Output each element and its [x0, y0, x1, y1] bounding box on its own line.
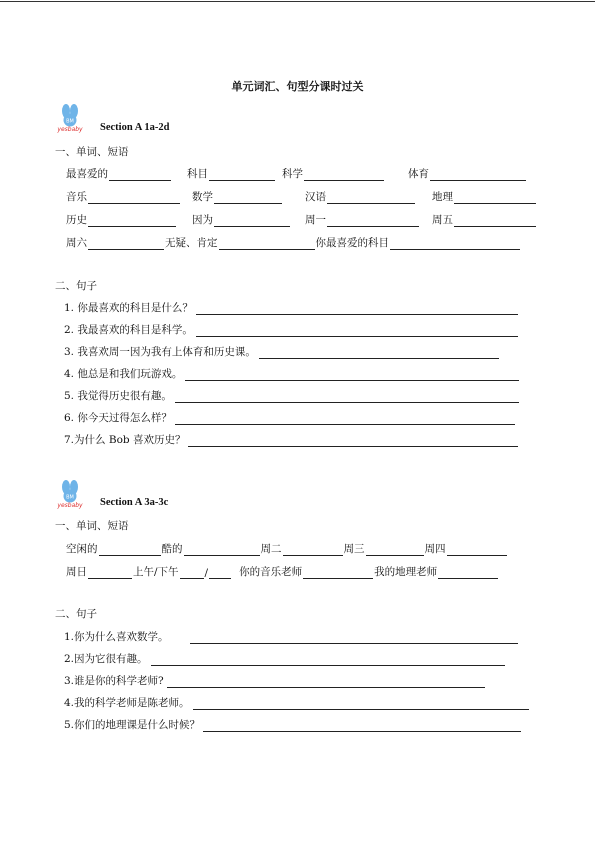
vocab-row [66, 541, 508, 556]
vocab-term: 无疑、肯定 [165, 237, 218, 249]
vocab-term: 周一 [305, 214, 326, 226]
sentence-item [64, 651, 506, 666]
vocab-term: 最喜爱的 [66, 168, 108, 180]
bunny-logo-icon [48, 480, 92, 510]
vocab-row [305, 189, 416, 204]
vocab-term: 空闲的 [66, 543, 98, 555]
sentence-prompt: 4.我的科学老师是陈老师。 [64, 697, 190, 709]
vocab-row [432, 189, 537, 204]
vocab-term: 科目 [187, 168, 208, 180]
answer-blank[interactable] [175, 391, 519, 403]
sentence-item [64, 410, 516, 425]
vocab-row [408, 166, 527, 181]
answer-blank[interactable] [454, 215, 536, 227]
logo-badge-text: BM [66, 118, 74, 125]
bunny-logo-icon [48, 104, 92, 134]
sentence-prompt: 2.因为它很有趣。 [64, 653, 148, 665]
answer-blank[interactable] [304, 169, 384, 181]
vocab-term: 周五 [432, 214, 453, 226]
vocab-row [305, 212, 420, 227]
answer-blank[interactable] [167, 676, 485, 688]
answer-blank[interactable] [366, 544, 424, 556]
vocab-term: 因为 [192, 214, 213, 226]
answer-blank[interactable] [184, 544, 260, 556]
section-heading: Section A 3a-3c [100, 497, 169, 508]
vocab-term: 周四 [424, 543, 446, 555]
vocab-term: 我的地理老师 [374, 566, 438, 578]
vocab-term: 科学 [282, 168, 303, 180]
answer-blank[interactable] [214, 192, 282, 204]
answer-blank[interactable] [209, 169, 275, 181]
answer-blank[interactable] [151, 654, 505, 666]
answer-blank[interactable] [283, 544, 343, 556]
sentence-item [64, 322, 519, 337]
sentence-prompt: 1. 你最喜欢的科目是什么？ [64, 302, 193, 314]
vocab-term: 周三 [343, 543, 365, 555]
page-title: 单元词汇、句型分课时过关 [231, 80, 364, 93]
vocab-term: 地理 [432, 191, 453, 203]
answer-blank[interactable] [303, 567, 373, 579]
sentence-prompt: 1.你为什么喜欢数学。 [64, 631, 169, 643]
answer-blank[interactable] [193, 698, 529, 710]
vocab-row [187, 166, 276, 181]
vocab-row [66, 212, 177, 227]
vocab-row [66, 235, 521, 250]
sentence-prompt: 6. 你今天过得怎么样？ [64, 412, 172, 424]
header-rule [0, 1, 595, 2]
sentence-prompt: 4. 他总是和我们玩游戏。 [64, 368, 183, 380]
sentence-prompt: 2. 我最喜欢的科目是科学。 [64, 324, 193, 336]
vocab-row [432, 212, 537, 227]
answer-blank[interactable] [188, 435, 518, 447]
vocab-term: 历史 [66, 214, 87, 226]
answer-blank[interactable] [109, 169, 171, 181]
vocab-term: 酷的 [161, 543, 183, 555]
sentence-item [64, 300, 519, 315]
vocab-term: 周二 [260, 543, 282, 555]
answer-blank[interactable] [88, 238, 164, 250]
answer-blank[interactable] [175, 413, 515, 425]
vocab-row [192, 189, 283, 204]
answer-blank[interactable] [190, 632, 518, 644]
vocab-row [66, 564, 499, 579]
sentence-prompt: 5. 我觉得历史很有趣。 [64, 390, 172, 402]
vocab-term: 数学 [192, 191, 213, 203]
answer-blank[interactable] [447, 544, 507, 556]
sentence-prompt: 7.为什么 Bob 喜欢历史？ [64, 434, 186, 446]
answer-blank[interactable] [88, 192, 180, 204]
sentence-item [64, 673, 486, 688]
sentence-prompt: 3.谁是你的科学老师? [64, 675, 164, 687]
vocab-heading: 一、单词、短语 [55, 146, 129, 158]
logo-text: yesbaby [57, 502, 83, 509]
answer-blank[interactable] [88, 215, 176, 227]
vocab-heading: 一、单词、短语 [55, 520, 129, 532]
vocab-term: 周六 [66, 237, 87, 249]
answer-blank[interactable] [327, 215, 419, 227]
logo-text: yesbaby [57, 126, 83, 133]
sentence-prompt: 5.你们的地理课是什么时候？ [64, 719, 201, 731]
answer-blank[interactable] [259, 347, 499, 359]
sentence-item [64, 717, 522, 732]
answer-blank[interactable] [196, 303, 518, 315]
answer-blank[interactable] [185, 369, 519, 381]
sentence-item [64, 344, 500, 359]
answer-blank[interactable] [430, 169, 526, 181]
sentence-prompt: 3. 我喜欢周一因为我有上体育和历史课。 [64, 346, 256, 358]
answer-blank[interactable] [327, 192, 415, 204]
logo-badge-text: BM [66, 494, 74, 501]
sentence-heading: 二、句子 [55, 280, 97, 292]
sentence-item [64, 629, 519, 644]
sentence-item [64, 388, 520, 403]
sentence-item [64, 432, 519, 447]
sentence-heading: 二、句子 [55, 608, 97, 620]
answer-blank[interactable] [219, 238, 315, 250]
answer-blank[interactable] [203, 720, 521, 732]
vocab-term: 周日 [66, 566, 87, 578]
answer-blank[interactable] [196, 325, 518, 337]
vocab-term: / [204, 567, 209, 579]
sentence-item [64, 695, 530, 710]
answer-blank[interactable] [99, 544, 161, 556]
vocab-term: 汉语 [305, 191, 326, 203]
vocab-row [192, 212, 291, 227]
answer-blank[interactable] [88, 567, 132, 579]
vocab-row [282, 166, 385, 181]
vocab-term: 音乐 [66, 191, 87, 203]
answer-blank[interactable] [214, 215, 290, 227]
vocab-term: 体育 [408, 168, 429, 180]
vocab-term: 你的音乐老师 [239, 566, 303, 578]
answer-blank[interactable] [209, 567, 231, 579]
vocab-row [66, 166, 172, 181]
answer-blank[interactable] [180, 567, 204, 579]
sentence-item [64, 366, 520, 381]
answer-blank[interactable] [454, 192, 536, 204]
vocab-term: 你最喜爱的科目 [315, 237, 389, 249]
section-heading: Section A 1a-2d [100, 122, 170, 133]
answer-blank[interactable] [438, 567, 498, 579]
vocab-row [66, 189, 181, 204]
answer-blank[interactable] [390, 238, 520, 250]
vocab-term: 上午/下午 [133, 566, 179, 578]
